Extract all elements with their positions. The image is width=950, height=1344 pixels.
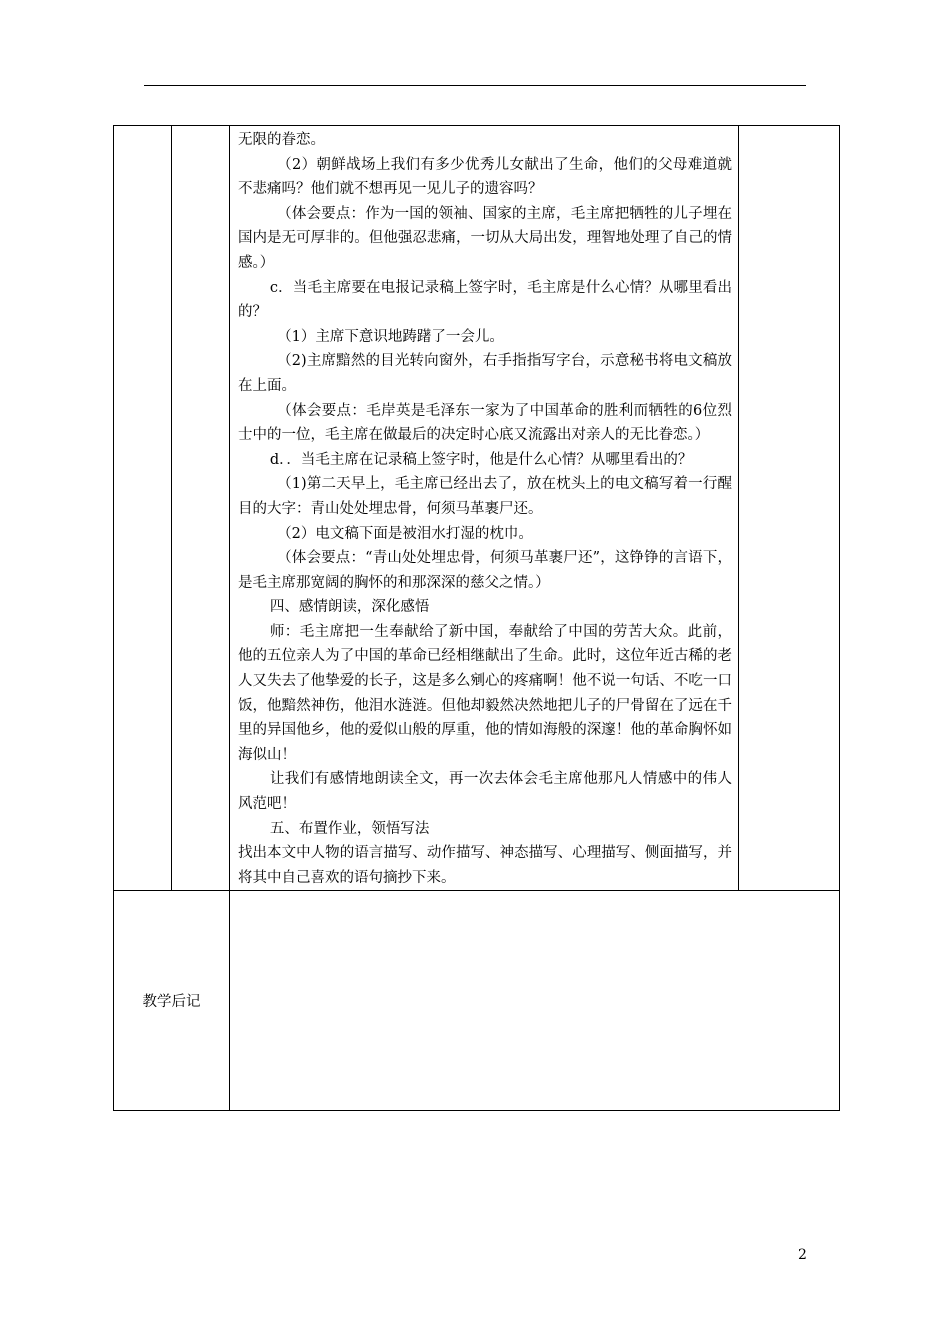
paragraph: （体会要点：作为一国的领袖、国家的主席，毛主席把牺牲的儿子埋在国内是无可厚非的。但他强忍悲痛，一切从大局出发，理智地处理了自己的情感。） (238, 205, 732, 271)
page-number: 2 (798, 1247, 807, 1263)
header-rule (144, 85, 806, 86)
paragraph: d．．当毛主席在记录稿上签字时，他是什么心情？从哪里看出的？ (269, 451, 693, 468)
lesson-content-cell (230, 126, 739, 891)
lesson-plan-table (113, 125, 840, 1111)
section-heading: 四、感情朗读，深化感悟 (269, 599, 430, 616)
empty-cell-right (739, 126, 840, 891)
paragraph: （2)主席黯然的目光转向窗外，右手指指写字台，示意秘书将电文稿放在上面。 (238, 353, 732, 394)
empty-cell-left (114, 126, 172, 891)
teaching-notes-row (114, 891, 840, 1111)
section-heading: 五、布置作业，领悟写法 (269, 820, 430, 837)
paragraph: c．当毛主席要在电报记录稿上签字时，毛主席是什么心情？从哪里看出的？ (238, 279, 732, 321)
lesson-content-row (114, 126, 840, 891)
empty-cell-second (172, 126, 230, 891)
paragraph: （体会要点：“青山处处埋忠骨，何须马革裹尸还”，这铮铮的言语下，是毛主席那宽阔的胸怀的和那深深的慈父之情。） (238, 550, 732, 591)
paragraph: 让我们有感情地朗读全文，再一次去体会毛主席他那凡人情感中的伟人风范吧！ (238, 771, 732, 813)
paragraph: （1)第二天早上，毛主席已经出去了，放在枕头上的电文稿写着一行醒目的大字：青山处处埋忠骨，何须马革裹尸还。 (238, 476, 732, 517)
lesson-text (230, 126, 738, 890)
paragraph: （2）朝鲜战场上我们有多少优秀儿女献出了生命，他们的父母难道就不悲痛吗？他们就不想再见一见儿子的遗容吗？ (238, 156, 732, 198)
paragraph: （2）电文稿下面是被泪水打湿的枕巾。 (277, 525, 533, 542)
paragraph: 无限的眷恋。 (238, 132, 325, 148)
paragraph: （1）主席下意识地踌躇了一会儿。 (277, 328, 504, 345)
paragraph: （体会要点：毛岸英是毛泽东一家为了中国革命的胜利而牺牲的6位烈士中的一位，毛主席在做最后的决定时心底又流露出对亲人的无比眷恋。） (238, 402, 732, 444)
teaching-notes-label: 教学后记 (114, 891, 230, 1111)
teaching-notes-content (230, 891, 840, 1111)
paragraph: 师：毛主席把一生奉献给了新中国，奉献给了中国的劳苦大众。此前，他的五位亲人为了中国的革命已经相继献出了生命。此时，这位年近古稀的老人又失去了他挚爱的长子，这是多么剜心的疼痛啊！他不说一句话、不吃一口饭，他黯然神伤，他泪水涟涟。但他却毅然决然地把儿子的尸骨留在了远在千里的异国他乡，他的爱似山般的厚重，他的情如海般的深邃！他的革命胸怀如海似山！ (238, 623, 732, 763)
paragraph: 找出本文中人物的语言描写、动作描写、神态描写、心理描写、侧面描写，并将其中自己喜欢的语句摘抄下来。 (238, 845, 732, 886)
